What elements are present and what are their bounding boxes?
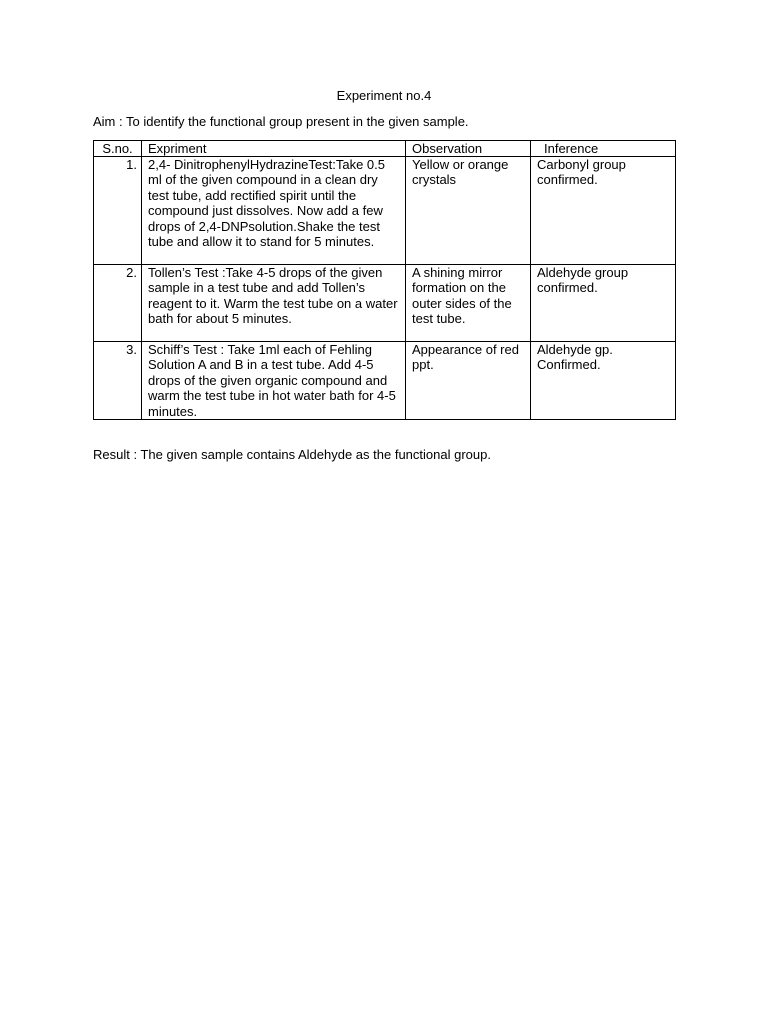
row-inference: Aldehyde gp. Confirmed. <box>531 342 676 420</box>
row-inference: Aldehyde group confirmed. <box>531 265 676 342</box>
experiment-table <box>93 140 676 420</box>
header-sno: S.no. <box>94 141 142 157</box>
row-observation: A shining mirror formation on the outer sides of the test tube. <box>406 265 531 342</box>
header-experiment: Expriment <box>142 141 406 157</box>
row-sno: 1. <box>94 157 142 265</box>
row-sno: 3. <box>94 342 142 420</box>
row-experiment: 2,4- DinitrophenylHydrazineTest:Take 0.5 ml of the given compound in a clean dry test tube, add rectified spirit until the compound just dissolves. Now add a few drops of 2,4-DNPsolution.Shake the test tube and allow it to stand for 5 minutes. <box>142 157 406 265</box>
table-header-row <box>94 141 676 157</box>
header-observation: Observation <box>406 141 531 157</box>
row-observation: Yellow or orange crystals <box>406 157 531 265</box>
table-row <box>94 265 676 342</box>
row-experiment: Schiff’s Test : Take 1ml each of Fehling Solution A and B in a test tube. Add 4-5 drops of the given organic compound and warm the test tube in hot water bath for 4-5 minutes. <box>142 342 406 420</box>
row-observation: Appearance of red ppt. <box>406 342 531 420</box>
row-sno: 2. <box>94 265 142 342</box>
header-inference: Inference <box>531 141 676 157</box>
table-row <box>94 157 676 265</box>
table-row <box>94 342 676 420</box>
aim-text: Aim : To identify the functional group present in the given sample. <box>93 114 469 129</box>
row-inference: Carbonyl group confirmed. <box>531 157 676 265</box>
result-text: Result : The given sample contains Aldehyde as the functional group. <box>93 447 491 462</box>
experiment-title: Experiment no.4 <box>336 88 432 103</box>
row-experiment: Tollen’s Test :Take 4-5 drops of the given sample in a test tube and add Tollen’s reagent to it. Warm the test tube on a water bath for about 5 minutes. <box>142 265 406 342</box>
